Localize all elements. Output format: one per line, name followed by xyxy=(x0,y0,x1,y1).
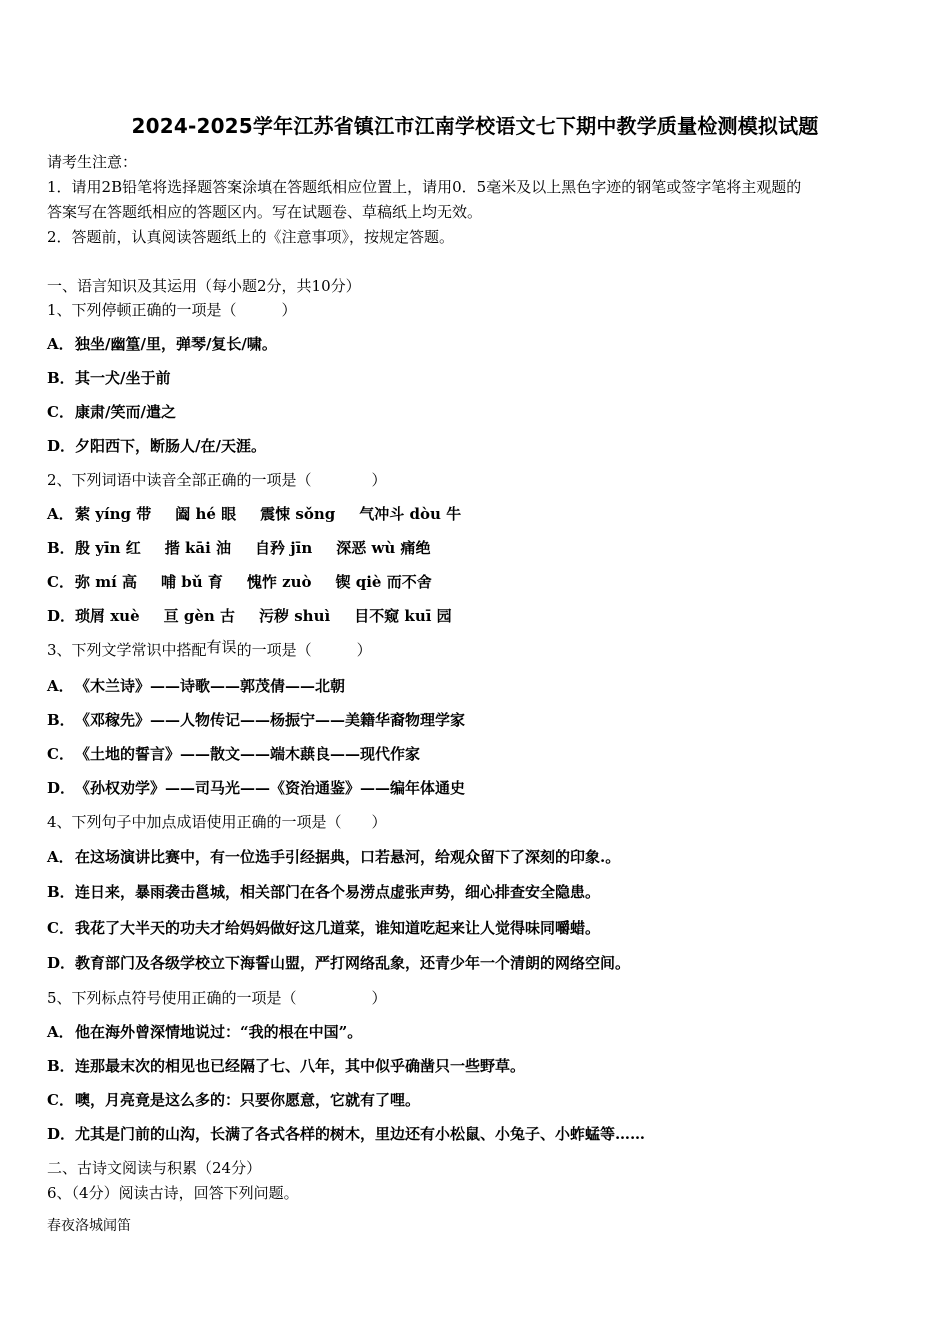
question-2-option-a xyxy=(47,504,485,524)
option-label: C． xyxy=(47,403,74,421)
question-2-stem: 2、下列词语中读音全部正确的一项是（ ） xyxy=(47,471,387,489)
stem-text: 3、下列文学常识中搭配 xyxy=(47,641,207,659)
option-word: 愧怍 zuò xyxy=(246,573,312,591)
option-word: 污秽 shuì xyxy=(259,607,331,625)
question-3-option-c xyxy=(47,744,420,764)
option-word: 自矜 jīn xyxy=(255,539,313,557)
option-label: A． xyxy=(47,677,74,695)
question-5-option-a xyxy=(47,1022,362,1042)
option-label: B． xyxy=(47,369,75,387)
option-label: C． xyxy=(47,573,74,591)
question-4-option-a xyxy=(47,847,620,867)
question-1-option-c xyxy=(47,402,176,422)
option-label: D． xyxy=(47,779,76,797)
option-label: B． xyxy=(47,1057,75,1075)
option-text: 教育部门及各级学校立下海誓山盟，严打网络乱象，还青少年一个清朗的网络空间。 xyxy=(75,954,631,972)
option-text: 噢，月亮竟是这么多的：只要你愿意，它就有了哩。 xyxy=(75,1091,421,1109)
option-label: B． xyxy=(47,539,75,557)
option-word: 目不窥 kuī 园 xyxy=(354,607,452,625)
question-4-option-c xyxy=(47,918,600,938)
notice-item-2: 2．答题前，认真阅读答题纸上的《注意事项》，按规定答题。 xyxy=(47,228,455,246)
option-text: 夕阳西下，断肠人/在/天涯。 xyxy=(75,437,266,455)
option-word: 殷 yīn 红 xyxy=(75,539,141,557)
option-text: 在这场演讲比赛中，有一位选手引经据典，口若悬河，给观众留下了深刻的印象.。 xyxy=(75,848,621,866)
option-word: 震悚 sǒng xyxy=(260,505,336,523)
option-label: B． xyxy=(47,711,75,729)
stem-emphasis: 有误 xyxy=(206,638,237,656)
option-word: 弥 mí 高 xyxy=(75,573,138,591)
option-text: 《木兰诗》——诗歌——郭茂倩——北朝 xyxy=(75,677,346,695)
option-word: 阖 hé 眼 xyxy=(175,505,237,523)
question-4-option-b xyxy=(47,882,600,902)
option-text: 其一犬/坐于前 xyxy=(75,369,171,387)
poem-title: 春夜洛城闻笛 xyxy=(47,1218,131,1234)
option-label: C． xyxy=(47,919,74,937)
option-word: 锲 qiè 而不舍 xyxy=(335,573,432,591)
section-1-heading: 一、语言知识及其运用（每小题2分，共10分） xyxy=(47,277,361,295)
notice-heading: 请考生注意： xyxy=(47,153,138,171)
option-text: 他在海外曾深情地说过：“我的根在中国”。 xyxy=(75,1023,363,1041)
option-text: 我花了大半天的功夫才给妈妈做好这几道菜，谁知道吃起来让人觉得味同嚼蜡。 xyxy=(75,919,601,937)
question-2-option-b xyxy=(47,538,455,558)
option-label: A． xyxy=(47,848,74,866)
option-word: 亘 gèn 古 xyxy=(163,607,236,625)
question-3-stem xyxy=(47,640,372,660)
option-text: 独坐/幽篁/里，弹琴/复长/啸。 xyxy=(75,335,277,353)
option-label: D． xyxy=(47,437,76,455)
option-label: D． xyxy=(47,1125,76,1143)
question-5-option-b xyxy=(47,1056,525,1076)
section-2-heading: 二、古诗文阅读与积累（24分） xyxy=(47,1159,262,1177)
notice-item-1-cont: 答案写在答题纸相应的答题区内。写在试题卷、草稿纸上均无效。 xyxy=(47,203,483,221)
option-text: 《土地的誓言》——散文——端木蕻良——现代作家 xyxy=(75,745,421,763)
option-label: D． xyxy=(47,607,76,625)
option-text: 尤其是门前的山沟，长满了各式各样的树木，里边还有小松鼠、小兔子、小蚱蜢等…… xyxy=(75,1125,646,1143)
option-label: C． xyxy=(47,1091,74,1109)
option-word: 萦 yíng 带 xyxy=(75,505,152,523)
question-3-option-d xyxy=(47,778,465,798)
notice-item-1: 1．请用2B铅笔将选择题答案涂填在答题纸相应位置上，请用0．5毫米及以上黑色字迹的钢笔或签字笔将主观题的 xyxy=(47,178,802,196)
question-1-option-b xyxy=(47,368,170,388)
question-6-stem: 6、（4分）阅读古诗，回答下列问题。 xyxy=(47,1184,299,1202)
option-label: A． xyxy=(47,505,74,523)
option-word: 深恶 wù 痛绝 xyxy=(336,539,431,557)
option-label: C． xyxy=(47,745,74,763)
option-word: 哺 bǔ 育 xyxy=(161,573,223,591)
question-2-option-c xyxy=(47,572,456,592)
option-word: 琐屑 xuè xyxy=(75,607,140,625)
question-5-option-d xyxy=(47,1124,645,1144)
option-word: 气冲斗 dòu 牛 xyxy=(359,505,462,523)
question-3-option-b xyxy=(47,710,465,730)
option-label: B． xyxy=(47,883,75,901)
question-1-option-a xyxy=(47,334,277,354)
question-3-option-a xyxy=(47,676,345,696)
option-text: 《孙权劝学》——司马光——《资治通鉴》——编年体通史 xyxy=(75,779,466,797)
option-label: A． xyxy=(47,1023,74,1041)
stem-text: 的一项是（ ） xyxy=(236,641,372,659)
question-4-stem: 4、下列句子中加点成语使用正确的一项是（ ） xyxy=(47,813,387,831)
question-5-option-c xyxy=(47,1090,420,1110)
option-text: 连那最末次的相见也已经隔了七、八年，其中似乎确凿只一些野草。 xyxy=(75,1057,526,1075)
option-text: 连日来，暴雨袭击邕城，相关部门在各个易涝点虚张声势，细心排查安全隐患。 xyxy=(75,883,601,901)
option-word: 揩 kāi 油 xyxy=(164,539,232,557)
option-label: A． xyxy=(47,335,74,353)
option-text: 康肃/笑而/遣之 xyxy=(75,403,176,421)
question-2-option-d xyxy=(47,606,476,626)
question-5-stem: 5、下列标点符号使用正确的一项是（ ） xyxy=(47,989,387,1007)
page-title: 2024-2025学年江苏省镇江市江南学校语文七下期中教学质量检测模拟试题 xyxy=(131,114,819,138)
question-4-option-d xyxy=(47,953,630,973)
option-text: 《邓稼先》——人物传记——杨振宁——美籍华裔物理学家 xyxy=(75,711,466,729)
question-1-stem: 1、下列停顿正确的一项是（ ） xyxy=(47,301,297,319)
question-1-option-d xyxy=(47,436,266,456)
option-label: D． xyxy=(47,954,76,972)
